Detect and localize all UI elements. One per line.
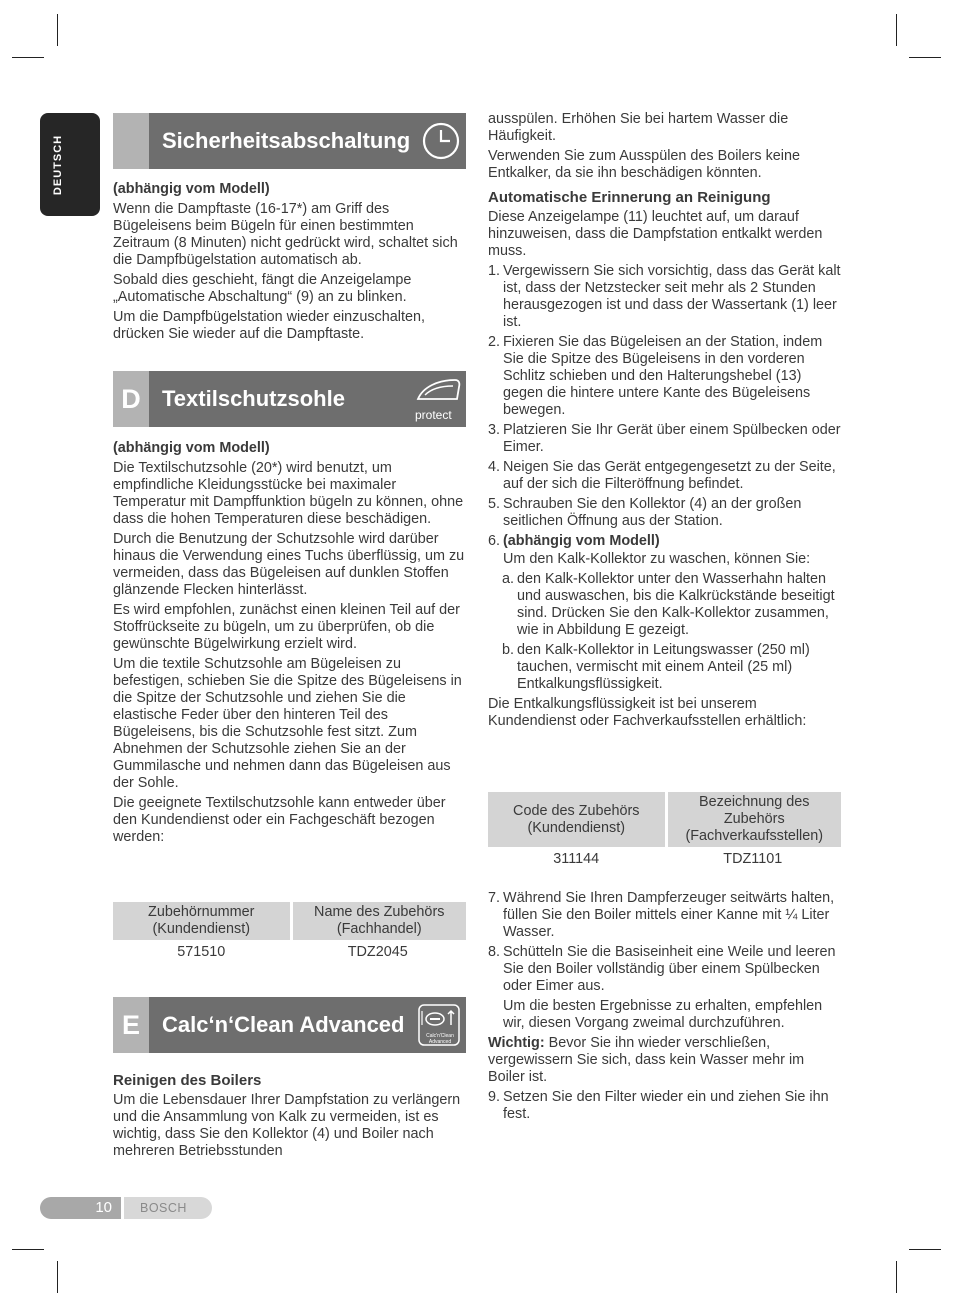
model-note: (abhängig vom Modell) [113,181,270,197]
list-text: Während Sie Ihren Dampferzeuger seitwärts halten, füllen Sie den Boiler mittels einer Kanne mit ¼ Liter Wasser. [503,890,835,940]
paragraph: Die Entkalkungsflüssigkeit ist bei unserem Kundendienst oder Fachverkaufsstellen erhältlich: [488,696,807,729]
section-letter-box: D [113,371,149,427]
list-text: Schütteln Sie die Basiseinheit eine Weile und leeren Sie den Boiler vollständig über einem Spülbecken oder Eimer aus. [503,944,836,994]
subheading: Reinigen des Boilers [113,1072,262,1089]
section-letter-box: E [113,997,149,1053]
crop-mark [57,1261,58,1293]
list-text: den Kalk-Kollektor in Leitungswasser (250 ml) tauchen, vermischt mit einem Anteil (25 ml) Entkalkungsflüssigkeit. [517,642,810,692]
list-number: 4. [488,459,501,475]
list-item [488,459,844,493]
paragraph: Um die textile Schutzsohle am Bügeleisen zu befestigen, schieben Sie die Spitze des Bügeleisens in die Spitze der Schutzsohle und ziehen Sie die elastische Feder über den hinteren Teil des Bügeleisens, bis die Schutzsohle fest sitzt. Zum Abnehmen der Schutzsohle ziehen Sie an der Gummilasche und nehmen dann das Bügeleisen aus der Sohle. [113,656,462,791]
protect-icon-label: protect [415,408,452,422]
section-header-calc-n-clean [113,997,466,1053]
crop-mark [909,57,941,58]
list-item [488,890,844,941]
accessory-table-e [488,792,841,872]
list-text: Platzieren Sie Ihr Gerät über einem Spülbecken oder Eimer. [503,422,841,455]
list-item [488,496,844,530]
list-text: Schrauben Sie den Kollektor (4) an der großen seitlichen Öffnung aus der Station. [503,496,802,529]
right-column-top [488,111,844,733]
list-number: 8. [488,944,501,960]
list-item [488,1089,844,1123]
list-item [488,422,844,456]
paragraph: Durch die Benutzung der Schutzsohle wird darüber hinaus die Verwendung eines Tuchs überflüssig, um zu vermeiden, dass das Bügeleisen auf dunklen Stoffen glänzende Flecken hinterlässt. [113,531,465,598]
section-c-body [113,181,469,346]
crop-mark [12,57,44,58]
list-text: Setzen Sie den Filter wieder ein und ziehen Sie ihn fest. [503,1089,829,1122]
model-note: (abhängig vom Modell) [113,440,270,456]
model-note: (abhängig vom Modell) [503,533,660,549]
calc-n-clean-icon-label: Calc'n'Clean Advanced [426,1033,454,1045]
table-header: Name des Zubehörs (Fachhandel) [290,902,467,940]
list-item [488,533,844,550]
subheading: Automatische Erinnerung an Reinigung [488,189,771,206]
paragraph: Es wird empfohlen, zunächst einen kleinen Teil auf der Stoffrückseite zu bügeln, um zu überprüfen, ob die gewünschte Bügelwirkung erzielt wird. [113,602,460,652]
list-text: Vergewissern Sie sich vorsichtig, dass das Gerät kalt ist, dass der Netzstecker seit mehr als 2 Stunden herausgezogen ist und dass der Wassertank (1) leer ist. [503,263,841,330]
paragraph: Die geeignete Textilschutzsohle kann entweder über den Kundendienst oder ein Fachgeschäft bezogen werden: [113,795,446,845]
language-tab [40,113,100,216]
table-cell: 571510 [177,944,226,960]
crop-mark [896,14,897,46]
important-label: Wichtig: [488,1035,545,1051]
accessory-table-d [113,902,466,965]
page-number: 10 [40,1197,121,1219]
right-column-bottom [488,890,844,1126]
list-number: 7. [488,890,501,906]
section-title: Textilschutzsohle [162,386,345,411]
sub-list-item [488,571,844,639]
list-text: den Kalk-Kollektor unter den Wasserhahn halten und auswaschen, bis die Kalkrückstände beseitigt sind. Drücken Sie den Kalk-Kollektor zusammen, wie in Abbildung E gezeigt. [517,571,835,638]
section-e-body [113,1072,469,1163]
table-header: Code des Zubehörs (Kundendienst) [488,792,665,847]
list-item [488,263,844,331]
section-d-body [113,440,469,849]
crop-mark [12,1249,44,1250]
paragraph: Wenn die Dampftaste (16-17*) am Griff des Bügeleisens beim Bügeln für einen bestimmten Zeitraum (8 Minuten) nicht gedrückt wird, schaltet sich die Dampfbügelstation automatisch ab. [113,201,458,268]
sub-list-item [488,642,844,693]
language-tab-label: DEUTSCH [52,134,64,196]
section-title: Sicherheitsabschaltung [162,128,411,153]
list-text: Um den Kalk-Kollektor zu waschen, können Sie: [503,551,811,567]
protect-sole-icon [413,377,463,403]
paragraph: Die Textilschutzsohle (20*) wird benutzt, um empfindliche Kleidungsstücke bei maximaler Temperatur mit Dampffunktion bügeln zu können, ohne dass die hohen Temperaturen diese beschädigen. [113,460,464,527]
list-text: Fixieren Sie das Bügeleisen an der Station, indem Sie die Spitze des Bügeleisens in den vorderen Schlitz schieben und den Halterungshebel (13) gegen die hintere untere Kante des Bügeleisens bewegen. [503,334,823,418]
paragraph: Diese Anzeigelampe (11) leuchtet auf, um darauf hinzuweisen, dass die Dampfstation entkalkt werden muss. [488,209,823,259]
table-cell: 311144 [553,851,600,867]
section-letter-box [113,113,149,169]
section-header-sicherheitsabschaltung [113,113,466,169]
list-number: 2. [488,334,501,350]
paragraph: Um die Lebensdauer Ihrer Dampfstation zu verlängern und die Ansammlung von Kalk zu vermeiden, ist es wichtig, dass Sie den Kollektor (4) und Boiler nach mehreren Betriebsstunden [113,1092,461,1159]
table-header: Bezeichnung des Zubehörs (Fachverkaufsstellen) [665,792,842,847]
list-text: Neigen Sie das Gerät entgegengesetzt zu der Seite, auf der sich die Filteröffnung befindet. [503,459,836,492]
list-number: 6. [488,533,501,549]
paragraph: Sobald dies geschieht, fängt die Anzeigelampe „Automatische Abschaltung“ (9) an zu blinken. [113,272,412,305]
section-header-textilschutzsohle [113,371,466,427]
crop-mark [896,1261,897,1293]
list-item [488,944,844,995]
list-text: Um die besten Ergebnisse zu erhalten, empfehlen wir, diesen Vorgang zweimal durchzuführen. [503,998,823,1031]
section-title: Calc‘n‘Clean Advanced [162,1012,405,1037]
list-number: 3. [488,422,501,438]
paragraph: Um die Dampfbügelstation wieder einzuschalten, drücken Sie wieder auf die Dampftaste. [113,309,425,342]
list-letter: a. [502,571,515,587]
crop-mark [57,14,58,46]
crop-mark [909,1249,941,1250]
table-cell: TDZ1101 [723,851,783,867]
list-letter: b. [502,642,515,658]
important-note [488,1035,844,1086]
clock-icon [422,122,460,160]
table-header: Zubehörnummer (Kundendienst) [113,902,290,940]
list-item [488,334,844,419]
list-number: 9. [488,1089,501,1105]
table-cell: TDZ2045 [347,944,408,960]
paragraph: Verwenden Sie zum Ausspülen des Boilers keine Entkalker, da sie ihn beschädigen könnten. [488,148,800,181]
list-number: 1. [488,263,501,279]
paragraph: ausspülen. Erhöhen Sie bei hartem Wasser die Häufigkeit. [488,111,789,144]
important-text: Bevor Sie ihn wieder verschließen, vergewissern Sie sich, dass kein Wasser mehr im Boiler ist. [488,1035,805,1085]
brand-label: BOSCH [124,1197,212,1219]
list-number: 5. [488,496,501,512]
